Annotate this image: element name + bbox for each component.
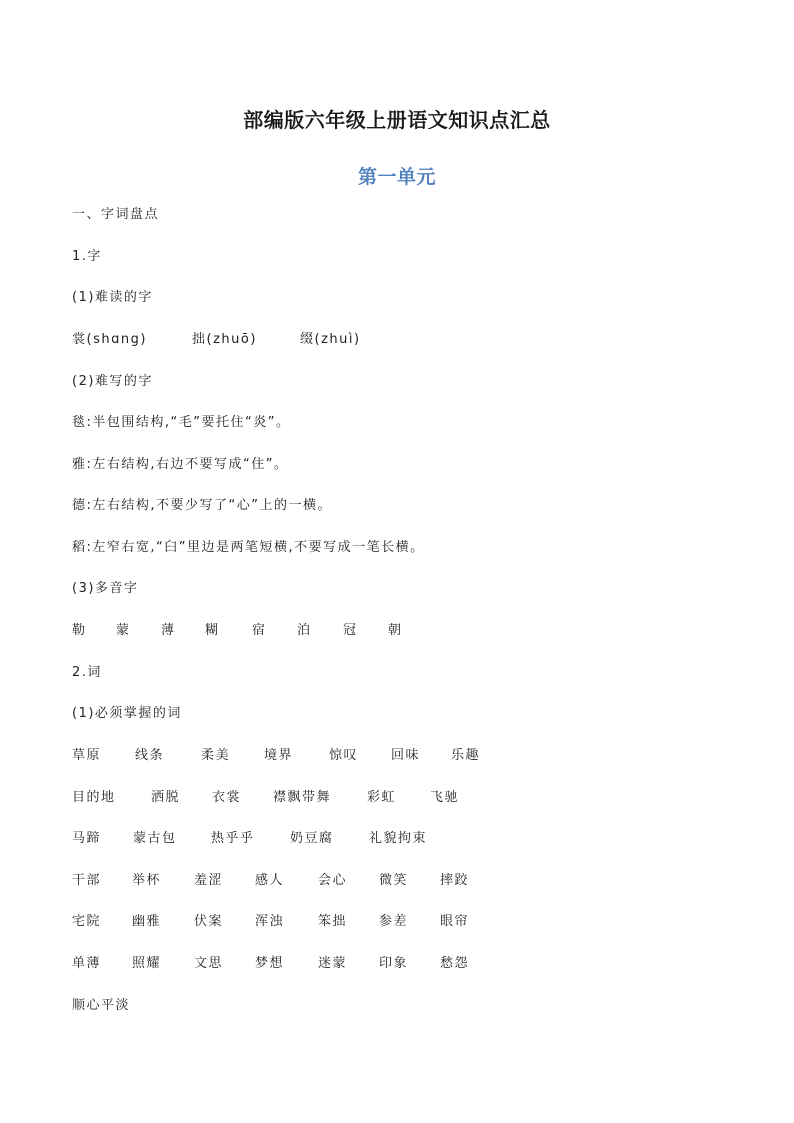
- hard-write-note: 雅:左右结构,右边不要写成“住”。: [72, 457, 289, 472]
- word-item: 回味: [391, 748, 421, 763]
- unit-title: 第一单元: [357, 166, 436, 188]
- hard-read-item: 缀(zhuì): [300, 332, 361, 347]
- polyphonic-char: 薄: [161, 623, 176, 638]
- word-item: 照耀: [132, 956, 162, 971]
- word-item: 幽雅: [132, 914, 162, 929]
- word-item: 浑浊: [255, 914, 285, 929]
- word-item: 摔跤: [440, 873, 470, 888]
- subheading-polyphonic: (3)多音字: [72, 581, 139, 596]
- word-item: 洒脱: [151, 790, 181, 805]
- word-item-last: 顺心平淡: [72, 998, 131, 1013]
- word-item: 宅院: [72, 914, 102, 929]
- word-item: 会心: [318, 873, 348, 888]
- polyphonic-char: 蒙: [116, 623, 131, 638]
- word-item: 飞驰: [430, 790, 460, 805]
- word-item: 礼貌拘束: [369, 831, 428, 846]
- word-item: 眼帘: [440, 914, 470, 929]
- word-item: 干部: [72, 873, 102, 888]
- word-item: 文思: [194, 956, 224, 971]
- hard-write-note: 毯:半包围结构,“毛”要托住“炎”。: [72, 415, 291, 430]
- word-item: 彩虹: [367, 790, 397, 805]
- polyphonic-char: 朝: [388, 623, 403, 638]
- hard-read-item: 拙(zhuō): [192, 332, 257, 347]
- hard-read-item: 裳(shɑng): [72, 332, 147, 347]
- word-item: 目的地: [72, 790, 116, 805]
- subheading-must-master-words: (1)必须掌握的词: [72, 706, 182, 721]
- word-item: 微笑: [379, 873, 409, 888]
- polyphonic-char: 宿: [252, 623, 267, 638]
- subheading-characters: 1.字: [72, 249, 102, 264]
- word-item: 羞涩: [194, 873, 224, 888]
- word-item: 衣裳: [212, 790, 242, 805]
- word-item: 襟飘带舞: [273, 790, 332, 805]
- word-item: 奶豆腐: [290, 831, 334, 846]
- polyphonic-char: 泊: [297, 623, 312, 638]
- subheading-hard-to-read: (1)难读的字: [72, 290, 153, 305]
- word-item: 印象: [379, 956, 409, 971]
- document-title: 部编版六年级上册语文知识点汇总: [243, 108, 551, 132]
- word-item: 参差: [379, 914, 409, 929]
- word-item: 伏案: [194, 914, 224, 929]
- word-item: 境界: [264, 748, 294, 763]
- word-item: 迷蒙: [318, 956, 348, 971]
- word-item: 笨拙: [318, 914, 348, 929]
- subheading-hard-to-write: (2)难写的字: [72, 374, 153, 389]
- word-item: 柔美: [201, 748, 231, 763]
- word-item: 感人: [255, 873, 285, 888]
- word-item: 马蹄: [72, 831, 102, 846]
- word-item: 蒙古包: [133, 831, 177, 846]
- word-item: 热乎乎: [211, 831, 255, 846]
- word-item: 梦想: [255, 956, 285, 971]
- polyphonic-char: 糊: [205, 623, 220, 638]
- section-heading-word-review: 一、字词盘点: [72, 207, 160, 222]
- hard-write-note: 稻:左窄右宽,“臼”里边是两笔短横,不要写成一笔长横。: [72, 540, 425, 555]
- hard-write-note: 德:左右结构,不要少写了“心”上的一横。: [72, 498, 332, 513]
- word-item: 线条: [135, 748, 165, 763]
- word-item: 草原: [72, 748, 102, 763]
- subheading-words: 2.词: [72, 665, 102, 680]
- word-item: 举杯: [132, 873, 162, 888]
- polyphonic-char: 勒: [72, 623, 87, 638]
- word-item: 乐趣: [451, 748, 481, 763]
- word-item: 惊叹: [329, 748, 359, 763]
- word-item: 单薄: [72, 956, 102, 971]
- polyphonic-char: 冠: [343, 623, 358, 638]
- word-item: 愁怨: [440, 956, 470, 971]
